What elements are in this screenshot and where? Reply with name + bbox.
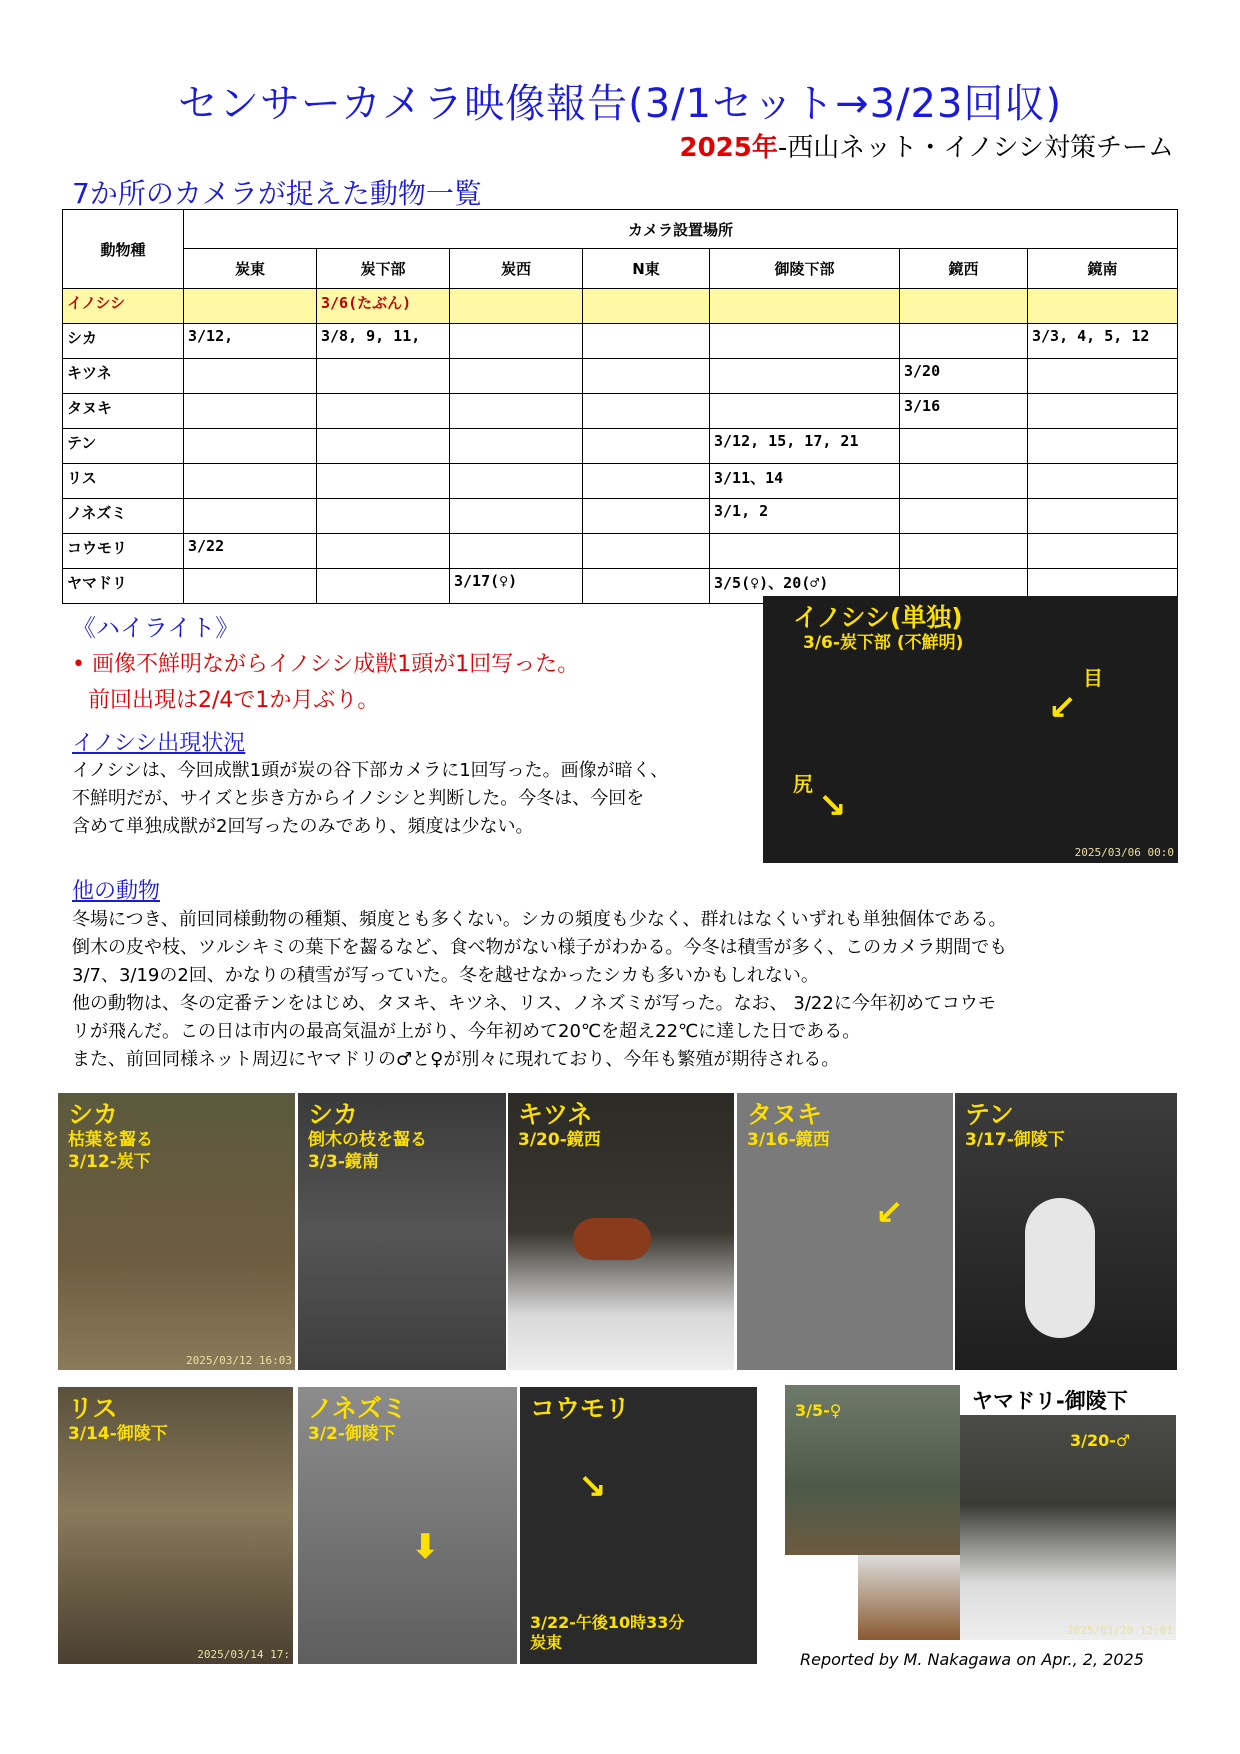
sighting-cell: [583, 289, 710, 324]
text-line: イノシシは、今回成獣1頭が炭の谷下部カメラに1回写った。画像が暗く、: [72, 760, 669, 781]
deer-photo: [298, 1093, 506, 1370]
marten-photo: [955, 1093, 1177, 1370]
arrow-icon: ↘: [818, 786, 847, 826]
sighting-cell: [184, 394, 317, 429]
sighting-cell: [184, 289, 317, 324]
sighting-cell: [583, 464, 710, 499]
text-line: 3/7、3/19の2回、かなりの積雪が写っていた。冬を越せなかったシカも多いかもしれない。: [72, 965, 819, 986]
sighting-cell: [317, 429, 450, 464]
photo-caption: 3/20-♂: [1070, 1431, 1131, 1450]
sighting-cell: 3/20: [900, 359, 1028, 394]
sighting-cell: [900, 429, 1028, 464]
highlight-line: • 画像不鮮明ながらイノシシ成獣1頭が1回写った。: [72, 652, 580, 677]
boar-rear-label: 尻: [793, 772, 813, 796]
species-cell: コウモリ: [63, 534, 184, 569]
photo-title: シカ: [308, 1100, 359, 1129]
sighting-cell: [583, 499, 710, 534]
sighting-cell: [450, 289, 583, 324]
sighting-cell: 3/6(たぶん): [317, 289, 450, 324]
other-section-heading: 他の動物: [72, 879, 161, 904]
table-row: [63, 429, 1178, 464]
boar-photo-title: イノシシ(単独): [793, 603, 963, 632]
page-title: センサーカメラ映像報告(3/1セット→3/23回収): [177, 81, 1063, 127]
text-line: リが飛んだ。この日は市内の最高気温が上がり、今年初めて20℃を超え22℃に達した日である。: [72, 1021, 861, 1042]
marten-shape: [1025, 1198, 1095, 1338]
sighting-cell: [583, 569, 710, 604]
photo-caption: 3/3-鏡南: [308, 1151, 379, 1172]
fox-shape: [573, 1218, 651, 1260]
column-header: 炭東: [184, 249, 317, 289]
sighting-cell: [184, 359, 317, 394]
sighting-cell: [184, 499, 317, 534]
photo-timestamp: 2025/03/20 12:01: [1067, 1624, 1173, 1637]
sighting-cell: 3/16: [900, 394, 1028, 429]
sighting-cell: [1028, 289, 1178, 324]
photo-caption: 炭東: [530, 1633, 563, 1652]
sighting-cell: [450, 324, 583, 359]
copper-pheasant-male-photo: [960, 1415, 1176, 1640]
sighting-cell: [317, 569, 450, 604]
sighting-cell: [583, 359, 710, 394]
sighting-cell: [710, 534, 900, 569]
yamadori-title: ヤマドリ-御陵下: [972, 1389, 1128, 1413]
table-row: [63, 359, 1178, 394]
sighting-cell: [1028, 429, 1178, 464]
sighting-cell: 3/22: [184, 534, 317, 569]
sighting-cell: [450, 394, 583, 429]
photo-timestamp: 2025/03/14 17:: [197, 1648, 290, 1661]
boar-section-heading: イノシシ出現状況: [72, 731, 246, 756]
species-cell: シカ: [63, 324, 184, 359]
photo-title: リス: [68, 1394, 118, 1423]
photo-title: ノネズミ: [308, 1394, 408, 1423]
sighting-cell: [1028, 534, 1178, 569]
text-line: 不鮮明だが、サイズと歩き方からイノシシと判断した。今冬は、今回を: [72, 788, 645, 809]
photo-caption: 3/20-鏡西: [518, 1130, 601, 1151]
sighting-cell: [184, 569, 317, 604]
sighting-cell: 3/1, 2: [710, 499, 900, 534]
photo-caption: 3/14-御陵下: [68, 1424, 168, 1445]
photo-caption: 3/17-御陵下: [965, 1130, 1065, 1151]
sighting-cell: [583, 394, 710, 429]
report-credit: Reported by M. Nakagawa on Apr., 2, 2025: [800, 1650, 1144, 1669]
sighting-cell: 3/8, 9, 11,: [317, 324, 450, 359]
table-row: [63, 394, 1178, 429]
animal-table: [62, 209, 1178, 604]
sighting-cell: [317, 499, 450, 534]
text-line: 他の動物は、冬の定番テンをはじめ、タヌキ、キツネ、リス、ノネズミが写った。なお、 3/22に今年初めてコウモ: [72, 993, 996, 1014]
text-line: 冬場につき、前回同様動物の種類、頻度とも多くない。シカの頻度も少なく、群れはなくいずれも単独個体である。: [72, 909, 1007, 930]
sighting-cell: 3/5(♀)、20(♂): [710, 569, 900, 604]
photo-title: タヌキ: [747, 1100, 823, 1129]
table-body: [63, 289, 1178, 604]
sighting-cell: [317, 359, 450, 394]
sighting-cell: [710, 359, 900, 394]
sighting-cell: [1028, 464, 1178, 499]
photo-caption: 倒木の枝を齧る: [308, 1130, 427, 1151]
photo-caption: 3/5-♀: [795, 1401, 842, 1420]
fox-photo: [508, 1093, 734, 1370]
species-cell: イノシシ: [63, 289, 184, 324]
sighting-cell: [317, 394, 450, 429]
sighting-cell: [450, 429, 583, 464]
species-cell: テン: [63, 429, 184, 464]
sighting-cell: [450, 464, 583, 499]
species-cell: ノネズミ: [63, 499, 184, 534]
text-line: 倒木の皮や枝、ツルシキミの葉下を齧るなど、食べ物がない様子がわかる。今冬は積雪が多く、このカメラ期間でも: [72, 937, 1008, 958]
raccoon-dog-photo: [737, 1093, 953, 1370]
subtitle-year: 2025年: [679, 133, 778, 163]
sighting-cell: 3/12, 15, 17, 21: [710, 429, 900, 464]
sighting-cell: [1028, 394, 1178, 429]
sighting-cell: [450, 499, 583, 534]
subtitle-team: -西山ネット・イノシシ対策チーム: [777, 133, 1174, 163]
column-header: 御陵下部: [710, 249, 900, 289]
sighting-cell: [710, 394, 900, 429]
sighting-cell: 3/17(♀): [450, 569, 583, 604]
column-header: N東: [583, 249, 710, 289]
sighting-cell: [900, 289, 1028, 324]
sighting-cell: [184, 429, 317, 464]
field-mouse-photo: [298, 1387, 517, 1664]
sighting-cell: [1028, 359, 1178, 394]
column-header: 炭西: [450, 249, 583, 289]
sighting-cell: [184, 464, 317, 499]
species-cell: キツネ: [63, 359, 184, 394]
boar-photo-subtitle: 3/6-炭下部 (不鮮明): [803, 633, 964, 654]
sighting-cell: 3/11、14: [710, 464, 900, 499]
photo-caption: 3/12-炭下: [68, 1151, 151, 1172]
boar-photo: [763, 596, 1178, 863]
sighting-cell: [583, 429, 710, 464]
table-row: [63, 289, 1178, 324]
photo-caption: 枯葉を齧る: [68, 1130, 153, 1151]
table-row: [63, 534, 1178, 569]
sighting-cell: [450, 534, 583, 569]
copper-pheasant-tail-photo: [858, 1555, 960, 1640]
photo-timestamp: 2025/03/12 16:03: [186, 1354, 292, 1367]
highlight-line: 前回出現は2/4で1か月ぶり。: [88, 688, 380, 713]
sighting-cell: [583, 324, 710, 359]
sighting-cell: [450, 359, 583, 394]
sighting-cell: [317, 464, 450, 499]
highlight-heading: 《ハイライト》: [72, 614, 240, 642]
column-header: 炭下部: [317, 249, 450, 289]
sighting-cell: [900, 499, 1028, 534]
photo-caption: 3/22-午後10時33分: [530, 1613, 685, 1632]
photo-caption: 3/2-御陵下: [308, 1424, 396, 1445]
sighting-cell: [900, 534, 1028, 569]
photo-title: テン: [965, 1100, 1014, 1129]
sighting-cell: 3/12,: [184, 324, 317, 359]
copper-pheasant-female-photo: [785, 1385, 960, 1555]
deer-photo: [58, 1093, 295, 1370]
arrow-icon: ↙: [1048, 688, 1077, 728]
location-header: カメラ設置場所: [184, 210, 1178, 249]
other-section-text: [72, 906, 1182, 1074]
photo-title: キツネ: [518, 1100, 593, 1129]
squirrel-photo: [58, 1387, 293, 1664]
page-subtitle: [679, 127, 1174, 164]
sighting-cell: [317, 534, 450, 569]
highlight-text: [72, 647, 712, 719]
column-header: 鏡南: [1028, 249, 1178, 289]
sighting-cell: [900, 324, 1028, 359]
sighting-cell: [583, 534, 710, 569]
photo-caption: 3/16-鏡西: [747, 1130, 830, 1151]
boar-eye-label: 目: [1083, 666, 1103, 690]
species-header: 動物種: [63, 210, 184, 289]
species-cell: タヌキ: [63, 394, 184, 429]
arrow-icon: ↙: [875, 1193, 904, 1233]
sighting-cell: [710, 289, 900, 324]
table-row: [63, 499, 1178, 534]
sighting-cell: 3/3, 4, 5, 12: [1028, 324, 1178, 359]
text-line: また、前回同様ネット周辺にヤマドリの♂と♀が別々に現れており、今年も繁殖が期待される。: [72, 1049, 840, 1070]
table-row: [63, 464, 1178, 499]
photo-timestamp: 2025/03/06 00:0: [1074, 846, 1174, 859]
species-cell: リス: [63, 464, 184, 499]
text-line: 含めて単独成獣が2回写ったのみであり、頻度は少ない。: [72, 816, 534, 837]
table-heading: 7か所のカメラが捉えた動物一覧: [72, 177, 482, 210]
species-cell: ヤマドリ: [63, 569, 184, 604]
sighting-cell: [900, 464, 1028, 499]
sighting-cell: [710, 324, 900, 359]
table-row: [63, 324, 1178, 359]
boar-section-text: [72, 757, 762, 841]
sighting-cell: [1028, 499, 1178, 534]
photo-title: シカ: [68, 1100, 119, 1129]
arrow-icon: ↘: [578, 1467, 607, 1507]
bat-photo: [520, 1387, 757, 1664]
arrow-icon: ⬇: [411, 1527, 440, 1567]
photo-title: コウモリ: [530, 1394, 631, 1423]
column-header: 鏡西: [900, 249, 1028, 289]
